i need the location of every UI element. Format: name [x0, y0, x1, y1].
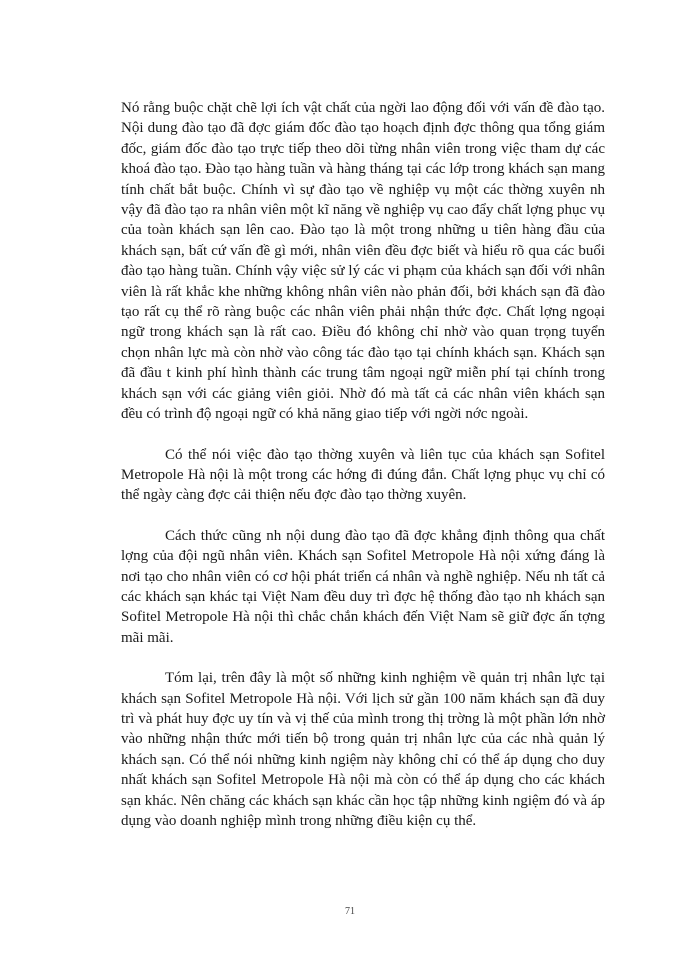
paragraph-training-method: Cách thức cũng nh nội dung đào tạo đã đợc khẳng định thông qua chất lợng của đội ngũ nhân viên. Khách sạn Sofitel Metropole Hà nội xứng đáng là nơi tạo cho nhân viên có cơ hội phát triển cá nhân và nghề nghiệp. Nếu nh tất cả các khách sạn khác tại Việt Nam đều duy trì đợc hệ thống đào tạo nh khách sạn Sofitel Metropole Hà nội thì chắc chắn khách đến Việt Nam sẽ giữ đợc ấn tợng mãi mãi.: [121, 527, 605, 646]
paragraph-conclusion: Tóm lại, trên đây là một số những kinh nghiệm về quản trị nhân lực tại khách sạn Sofitel Metropole Hà nội. Với lịch sử gần 100 năm khách sạn đã duy trì và phát huy đợc uy tín và vị thế của mình trong thị trờng là một phần lớn nhờ vào những nhận thức mới tiến bộ trong quản trị nhân lực của các nhà quản lý khách sạn. Có thể nói những kinh ngiệm này không chỉ có thể áp dụng cho duy nhất khách sạn Sofitel Metropole Hà nội mà còn có thể áp dụng cho các khách sạn khác. Nên chăng các khách sạn khác cần học tập những kinh ngiệm đó và áp dụng vào doanh nghiệp mình trong những điều kiện cụ thể.: [121, 670, 605, 829]
paragraph-training-ties: Nó rằng buộc chặt chẽ lợi ích vật chất của ngời lao động đối với vấn đề đào tạo. Nội dung đào tạo đã đợc giám đốc đào tạo hoạch định đợc thông qua tổng giám đốc, giám đốc đào tạo trực tiếp theo dõi từng nhân viên trong việc tham dự các khoá đào tạo. Đào tạo hàng tuần và hàng tháng tại các lớp trong khách sạn mang tính chất bắt buộc. Chính vì sự đào tạo về nghiệp vụ một các thờng xuyên nh vậy đã đào tạo ra nhân viên một kĩ năng về nghiệp vụ cao đẩy chất lợng phục vụ của toàn khách sạn lên cao. Đào tạo là một trong những u tiên hàng đầu của khách sạn, bất cứ vấn đề gì mới, nhân viên đều đợc biết và hiểu rõ qua các buổi đào tạo hàng tuần. Chính vậy việc sử lý các vi phạm của khách sạn đối với nhân viên là rất khắc khe những không nhân viên nào phản đối, bởi khách sạn đã đào tạo rất cụ thể rõ ràng buộc các nhân viên phải nhận thức đợc. Chất lợng ngoại ngữ trong khách sạn là rất cao. Điều đó không chỉ nhờ vào quan trọng tuyển chọn nhân lực mà còn nhờ vào công tác đào tạo tại chính khách sạn. Khách sạn đã đầu t kinh phí hình thành các trung tâm ngoại ngữ miễn phí tại chính trong khách sạn với các giảng viên giỏi. Nhờ đó mà tất cả các nhân viên khách sạn đều có trình độ ngoại ngữ có khả năng giao tiếp với ngời nớc ngoài.: [121, 100, 605, 423]
page-number: 71: [345, 906, 355, 917]
paragraph-regular-training: Có thể nói việc đào tạo thờng xuyên và liên tục của khách sạn Sofitel Metropole Hà nội là một trong các hớng đi đúng đắn. Chất lợng phục vụ chỉ có thể ngày càng đợc cải thiện nếu đợc đào tạo thờng xuyên.: [121, 446, 605, 504]
body-text: [121, 98, 605, 851]
